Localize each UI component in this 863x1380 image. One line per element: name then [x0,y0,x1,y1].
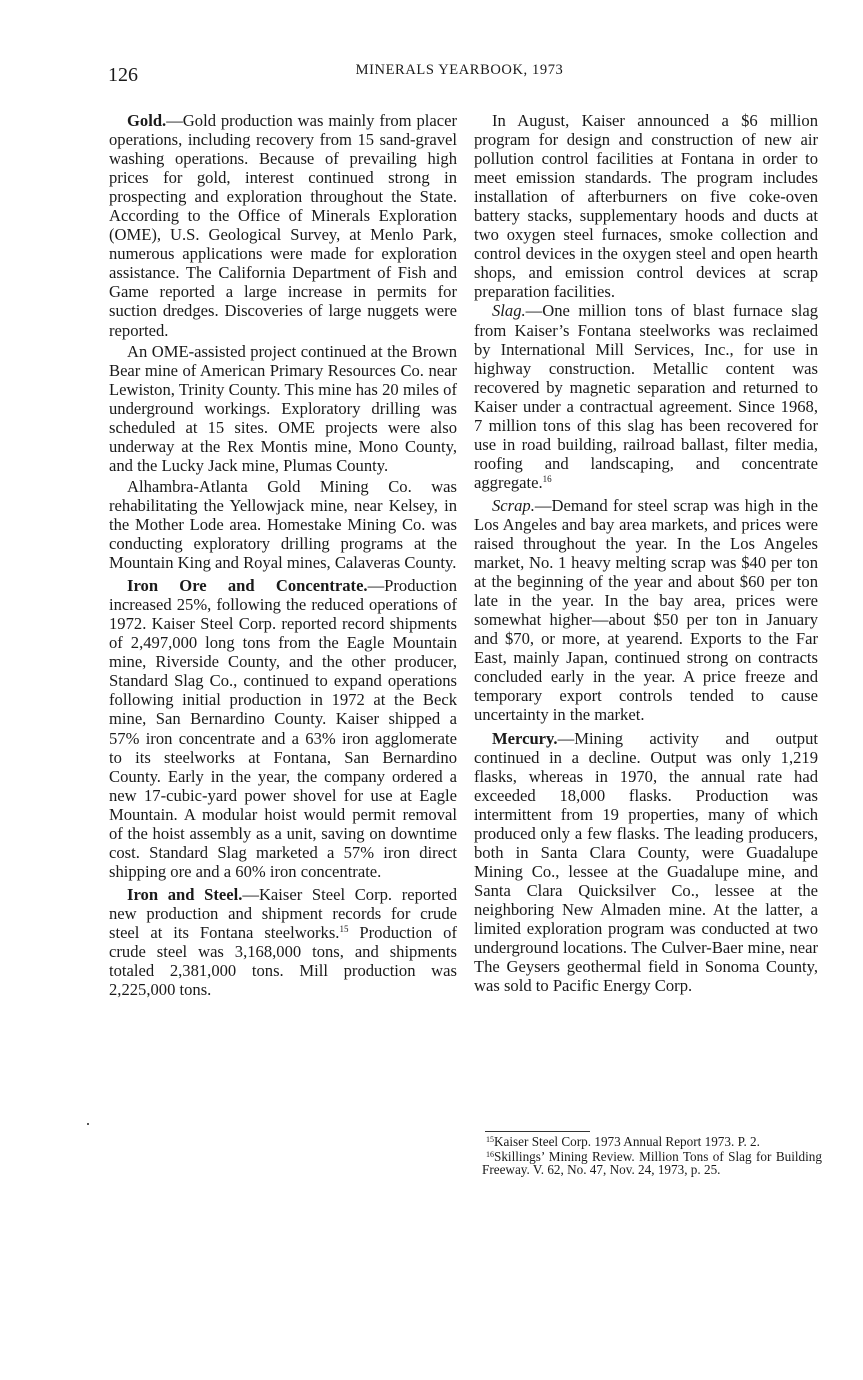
footnote-number-15: 15 [486,1135,494,1144]
gold-paragraph-2: An OME-assisted project continued at the Brown Bear mine of American Primary Resources Co. near Lewiston, Trinity County. This mine has 20 miles of underground workings. Exploratory drilling was scheduled at 15 sites. OME projects were also underway at the Rex Montis mine, Mono County, and the Lucky Jack mine, Plumas County. [109,341,457,475]
scrap-paragraph [474,496,818,725]
mercury-heading: Mercury. [492,728,558,748]
iron-steel-paragraph [109,885,457,999]
iron-ore-text: —Production increased 25%, following the reduced operations of 1972. Kaiser Steel Corp. reported record shipments of 2,497,000 long tons from the Eagle Mountain mine, Riverside County, and the other producer, Standard Slag Co., continued to expand operations following initial production in 1972 at the Beck mine, San Bernardino County. Kaiser shipped a 57% iron concentrate and a 63% iron agglomerate to its steelworks at Fontana, San Bernardino County. Early in the year, the company ordered a new 17-cubic-yard power shovel for use at Eagle Mountain. A modular hoist would permit removal of the hoist assembly as a unit, saving on downtime cost. Standard Slag marketed a 57% iron direct shipping ore and a 60% iron concentrate. [109,576,457,881]
iron-steel-text-after: Production of crude steel was 3,168,000 tons, and shipments totaled 2,381,000 tons. Mill production was 2,225,000 tons. [109,922,458,1000]
footnote-ref-15: 15 [339,923,349,934]
page-number: 126 [108,64,138,86]
slag-text: —One million tons of blast furnace slag from Kaiser’s Fontana steelworks was reclaimed by International Mill Services, Inc., for use in highway construction. Metallic content was recovered by magnetic separation and returned to Kaiser under a contractual agreement. Since 1968, 7 million tons of this slag has been recovered for use in road building, railroad ballast, filter media, roofing and landscaping, and concentrate aggregate. [474,301,818,492]
footnotes [482,1135,822,1178]
iron-ore-paragraph [109,576,457,881]
slag-paragraph [474,301,818,491]
mercury-paragraph [474,729,818,996]
left-column [109,111,457,1001]
gold-paragraph-3: Alhambra-Atlanta Gold Mining Co. was rehabilitating the Yellowjack mine, near Kelsey, in the Mother Lode area. Homestake Mining Co. was conducting exploratory drilling programs at the Mountain King and Royal mines, Calaveras County. [109,476,457,573]
gold-paragraph-1 [109,111,457,340]
gold-heading: Gold. [127,111,167,130]
scan-speck [87,1123,89,1125]
scrap-text: —Demand for steel scrap was high in the Los Angeles and bay area markets, and prices were raised throughout the year. In the Los Angeles market, No. 1 heavy melting scrap was $40 per ton at the beginning of the year and about $60 per ton late in the year. In the bay area, prices were somewhat higher—about $50 per ton in January and $70, or more, at yearend. Exports to the Far East, mainly Japan, continued strong on contracts concluded early in the year. A price freeze and temporary export controls tended to cause uncertainty in the market. [474,495,818,725]
footnote-text-15: Kaiser Steel Corp. 1973 Annual Report 1973. P. 2. [494,1134,760,1149]
footnote-ref-16: 16 [542,473,552,484]
iron-steel-text: —Kaiser Steel Corp. reported new production and shipment records for crude steel at its Fontana steelworks. [109,884,457,942]
footnote-16 [482,1150,822,1176]
iron-ore-heading: Iron Ore and Concentrate. [127,576,368,596]
footnote-number-16: 16 [486,1150,494,1159]
running-title: MINERALS YEARBOOK, 1973 [355,62,564,78]
footnote-divider [485,1131,590,1132]
right-column [474,111,818,997]
august-paragraph: In August, Kaiser announced a $6 million program for design and construction of new air pollution control facilities at Fontana in order to meet emission standards. The program includes installation of afterburners on five coke-oven battery stacks, supplementary hoods and ducts at two oxygen steel furnaces, smoke collection and control devices in the oxygen steel and open hearth shops, and emission control devices at scrap preparation facilities. [474,111,818,302]
footnote-15 [482,1135,822,1148]
footnote-text-16: Skillings’ Mining Review. Million Tons of Slag for Building Freeway. V. 62, No. 47, Nov. 24, 1973, p. 25. [482,1149,822,1177]
iron-steel-heading: Iron and Steel. [127,884,243,904]
gold-text-1: —Gold production was mainly from placer operations, including recovery from 15 sand-gravel washing operations. Because of prevailing high prices for gold, interest continued strong in prospecting and exploration throughout the State. According to the Office of Minerals Exploration (OME), U.S. Geological Survey, at Menlo Park, numerous applications were made for exploration assistance. The California Department of Fish and Game reported a large increase in permits for suction dredges. Discoveries of large nuggets were reported. [109,111,457,340]
scrap-heading: Scrap. [492,495,535,515]
mercury-text: —Mining activity and output continued in a decline. Output was only 1,219 flasks, whereas in 1970, the annual rate had exceeded 18,000 flasks. Production was intermittent from 19 properties, many of which produced only a few flasks. The leading producers, both in Santa Clara County, were Guadalupe Mining Co., lessee at the Guadalupe mine, and Santa Clara Quicksilver Co., lessee at the neighboring New Almaden mine. At the latter, a limited exploration program was conducted at two underground locations. The Culver-Baer mine, near The Geysers geothermal field in Sonoma County, was sold to Pacific Energy Corp. [474,728,818,996]
slag-heading: Slag. [492,301,526,321]
